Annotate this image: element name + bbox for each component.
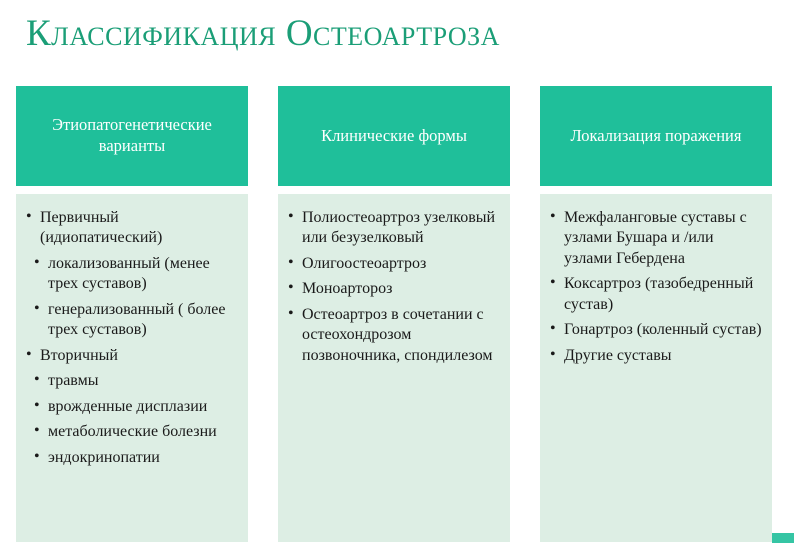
list-item: • Полиостеоартроз узелковый или безузелковый — [286, 208, 500, 249]
list-items — [548, 208, 762, 366]
list-item: • Остеоартроз в сочетании с остеохондрозом позвоночника, спондилезом — [286, 305, 500, 366]
list-item: • Коксартроз (тазобедренный сустав) — [548, 274, 762, 315]
column-header: Локализация поражения — [540, 86, 772, 186]
list-item: • Другие суставы — [548, 346, 762, 366]
column-clinical-forms — [278, 86, 510, 542]
list-item: • Моноартороз — [286, 279, 500, 299]
list-items — [24, 208, 238, 468]
list-item: • врожденные дисплазии — [24, 397, 238, 417]
list-item: • генерализованный ( более трех суставов) — [24, 300, 238, 341]
column-header: Клинические формы — [278, 86, 510, 186]
list-items — [286, 208, 500, 366]
list-item: • локализованный (менее трех суставов) — [24, 254, 238, 295]
column-localization — [540, 86, 772, 542]
corner-marker — [772, 533, 794, 543]
list-item: • метаболические болезни — [24, 422, 238, 442]
column-body — [16, 194, 248, 542]
column-body — [278, 194, 510, 542]
column-body — [540, 194, 772, 542]
list-item: • Первичный (идиопатический) — [24, 208, 238, 249]
page-title: Классификация Остеоартроза — [26, 13, 500, 54]
list-item: • Гонартроз (коленный сустав) — [548, 320, 762, 340]
list-item: • Вторичный — [24, 346, 238, 366]
list-item: • Межфаланговые суставы с узлами Бушара и /или узлами Гебердена — [548, 208, 762, 269]
list-item: • травмы — [24, 371, 238, 391]
column-header: Этиопатогенетические варианты — [16, 86, 248, 186]
list-item: • Олигоостеоартроз — [286, 254, 500, 274]
list-item: • эндокринопатии — [24, 448, 238, 468]
column-etiopathogenetic — [16, 86, 248, 542]
